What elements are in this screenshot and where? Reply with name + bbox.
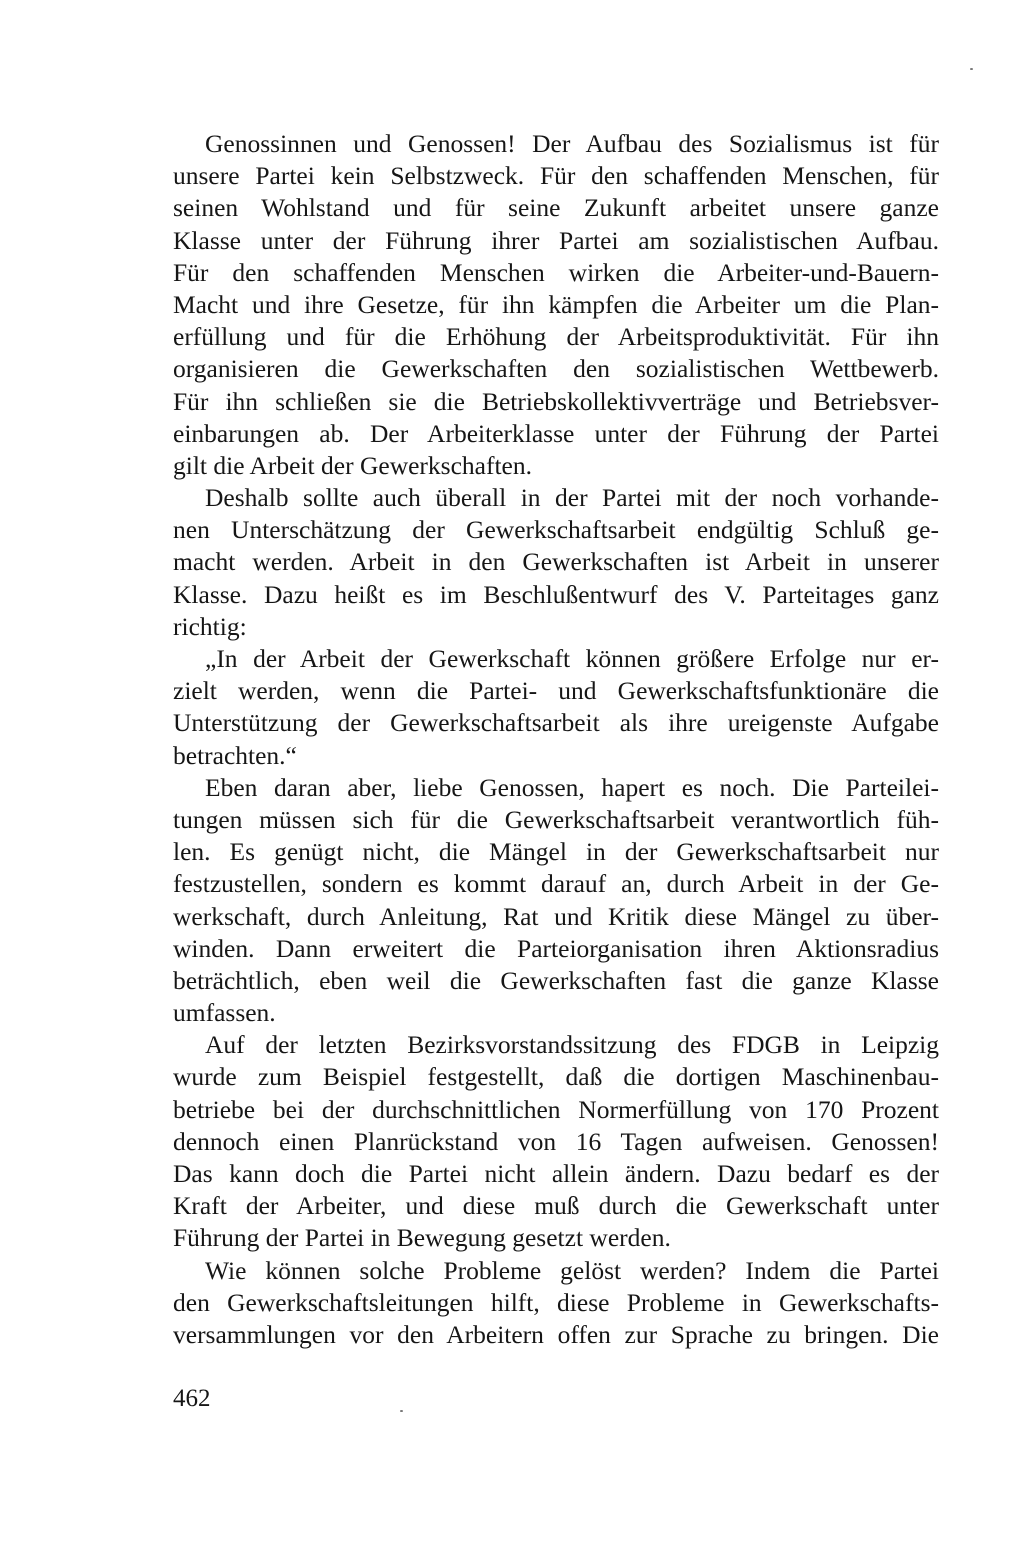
text-line: Kraft der Arbeiter, und diese muß durch die Gewerkschaft unter xyxy=(173,1191,939,1221)
text-line: Für ihn schließen sie die Betriebskollektivverträge und Betriebsver- xyxy=(173,386,939,416)
text-line: Für den schaffenden Menschen wirken die Arbeiter-und-Bauern- xyxy=(173,257,939,287)
text-line: zielt werden, wenn die Partei- und Gewerkschaftsfunktionäre die xyxy=(173,676,939,706)
text-line: „In der Arbeit der Gewerkschaft können größere Erfolge nur er- xyxy=(205,644,939,673)
text-line: einbarungen ab. Der Arbeiterklasse unter der Führung der Partei xyxy=(173,418,939,448)
print-speck xyxy=(400,1410,403,1412)
text-line: tungen müssen sich für die Gewerkschaftsarbeit verantwortlich füh- xyxy=(173,804,939,834)
text-line: winden. Dann erweitert die Parteiorganisation ihren Aktionsradius xyxy=(173,933,939,963)
text-line: Genossinnen und Genossen! Der Aufbau des Sozialismus ist für xyxy=(205,129,939,158)
text-line: Wie können solche Probleme gelöst werden? Indem die Partei xyxy=(205,1255,939,1285)
text-line: dennoch einen Planrückstand von 16 Tagen aufweisen. Genossen! xyxy=(173,1126,939,1156)
text-line: betriebe bei der durchschnittlichen Normerfüllung von 170 Prozent xyxy=(173,1094,939,1124)
text-line: festzustellen, sondern es kommt darauf an, durch Arbeit in der Ge- xyxy=(173,869,939,899)
text-line: versammlungen vor den Arbeitern offen zur Sprache zu bringen. Die xyxy=(173,1319,939,1349)
text-line: seinen Wohlstand und für seine Zukunft arbeitet unsere ganze xyxy=(173,193,939,223)
text-line: beträchtlich, eben weil die Gewerkschaften fast die ganze Klasse xyxy=(173,965,939,995)
text-line: Auf der letzten Bezirksvorstandssitzung des FDGB in Leipzig xyxy=(205,1030,939,1060)
text-line: gilt die Arbeit der Gewerkschaften. xyxy=(173,450,532,480)
text-line: Macht und ihre Gesetze, für ihn kämpfen die Arbeiter um die Plan- xyxy=(173,289,939,319)
text-line: erfüllung und für die Erhöhung der Arbeitsproduktivität. Für ihn xyxy=(173,322,939,352)
text-line: Das kann doch die Partei nicht allein ändern. Dazu bedarf es der xyxy=(173,1159,939,1188)
text-line: nen Unterschätzung der Gewerkschaftsarbeit endgültig Schluß ge- xyxy=(173,515,939,545)
text-line: organisieren die Gewerkschaften den sozialistischen Wettbewerb. xyxy=(173,354,939,384)
text-line: Eben daran aber, liebe Genossen, hapert es noch. Die Parteilei- xyxy=(205,772,939,802)
text-line: Unterstützung der Gewerkschaftsarbeit als ihre ureigenste Aufgabe xyxy=(173,708,939,738)
body-text xyxy=(173,128,939,1351)
text-line: richtig: xyxy=(173,611,247,641)
text-line: unsere Partei kein Selbstzweck. Für den schaffenden Menschen, für xyxy=(173,161,939,191)
text-line: betrachten.“ xyxy=(173,740,297,770)
text-line: wurde zum Beispiel festgestellt, daß die dortigen Maschinenbau- xyxy=(173,1062,939,1092)
text-line: Klasse unter der Führung ihrer Partei am sozialistischen Aufbau. xyxy=(173,225,939,255)
text-line: macht werden. Arbeit in den Gewerkschaften ist Arbeit in unserer xyxy=(173,547,939,577)
text-line: Führung der Partei in Bewegung gesetzt werden. xyxy=(173,1223,671,1253)
text-line: werkschaft, durch Anleitung, Rat und Kritik diese Mängel zu über- xyxy=(173,901,939,931)
text-line: umfassen. xyxy=(173,998,276,1028)
print-speck xyxy=(970,68,973,70)
text-line: den Gewerkschaftsleitungen hilft, diese Probleme in Gewerkschafts- xyxy=(173,1287,939,1317)
text-line: len. Es genügt nicht, die Mängel in der Gewerkschaftsarbeit nur xyxy=(173,837,939,867)
page-number: 462 xyxy=(173,1385,211,1412)
text-line: Deshalb sollte auch überall in der Partei mit der noch vorhande- xyxy=(205,483,939,513)
text-line: Klasse. Dazu heißt es im Beschlußentwurf des V. Parteitages ganz xyxy=(173,579,939,609)
